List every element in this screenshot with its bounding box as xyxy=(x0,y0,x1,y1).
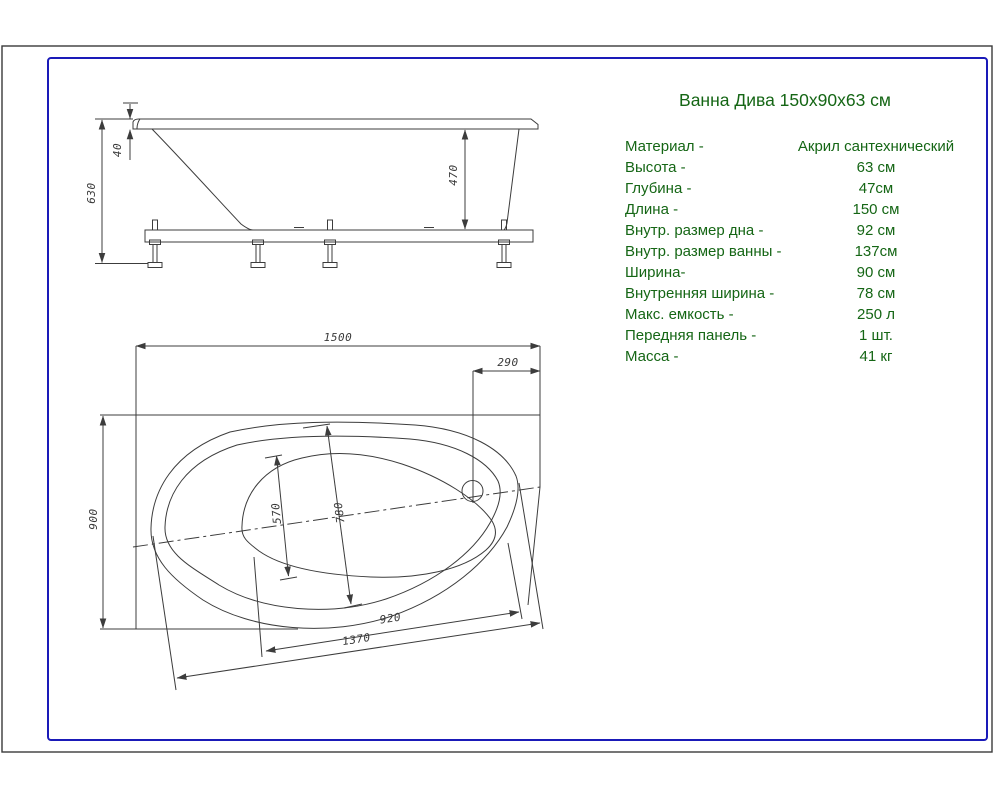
spec-value: 41 кг xyxy=(859,348,893,365)
dim-label-width: 900 xyxy=(87,508,100,530)
dim-label-bottom-width: 570 xyxy=(269,502,285,525)
spec-value: 47см xyxy=(858,180,894,197)
spec-value: 90 см xyxy=(856,264,896,281)
spec-row-inner-bottom-size xyxy=(625,220,970,241)
spec-row-height xyxy=(625,157,970,178)
dim-label-bottom-length: 920 xyxy=(378,610,403,627)
dim-label-drain-offset: 290 xyxy=(497,356,519,369)
spec-row-length xyxy=(625,199,970,220)
spec-value: Акрил сантехнический xyxy=(797,138,955,155)
spec-value: 137см xyxy=(854,243,898,260)
spec-label: Масса - xyxy=(625,348,679,365)
spec-value: 1 шт. xyxy=(859,327,893,344)
spec-row-capacity xyxy=(625,304,970,325)
page-title: Ванна Дива 150x90x63 см xyxy=(679,90,891,110)
spec-value: 250 л xyxy=(857,306,895,323)
spec-value: 63 см xyxy=(856,159,896,176)
spec-row-depth xyxy=(625,178,970,199)
spec-row-width xyxy=(625,262,970,283)
spec-label: Глубина - xyxy=(625,180,692,197)
dim-label-inner-length: 1370 xyxy=(341,630,372,649)
spec-row-inner-bath-size xyxy=(625,241,970,262)
spec-label: Внутр. размер дна - xyxy=(625,222,764,239)
spec-row-front-panel xyxy=(625,325,970,346)
spec-label: Высота - xyxy=(625,159,686,176)
spec-row-inner-width xyxy=(625,283,970,304)
dim-label-inner-width: 780 xyxy=(331,501,348,524)
spec-label: Длина - xyxy=(625,201,679,218)
spec-label: Внутренняя ширина - xyxy=(625,285,775,302)
dim-label-total-height: 630 xyxy=(85,182,98,204)
spec-row-material xyxy=(625,136,970,157)
spec-label: Передняя панель - xyxy=(625,327,757,344)
spec-value: 78 см xyxy=(856,285,896,302)
spec-label: Ширина- xyxy=(625,264,686,281)
spec-label: Материал - xyxy=(625,138,704,155)
dim-label-length: 1500 xyxy=(323,331,353,344)
spec-value: 150 см xyxy=(852,201,900,218)
spec-label: Внутр. размер ванны - xyxy=(625,243,782,260)
spec-list xyxy=(625,136,970,367)
dim-label-rim-thickness: 40 xyxy=(111,142,124,158)
spec-label: Макс. емкость - xyxy=(625,306,734,323)
spec-value: 92 см xyxy=(856,222,896,239)
dim-label-inner-depth: 470 xyxy=(447,164,460,186)
spec-row-weight xyxy=(625,346,970,367)
